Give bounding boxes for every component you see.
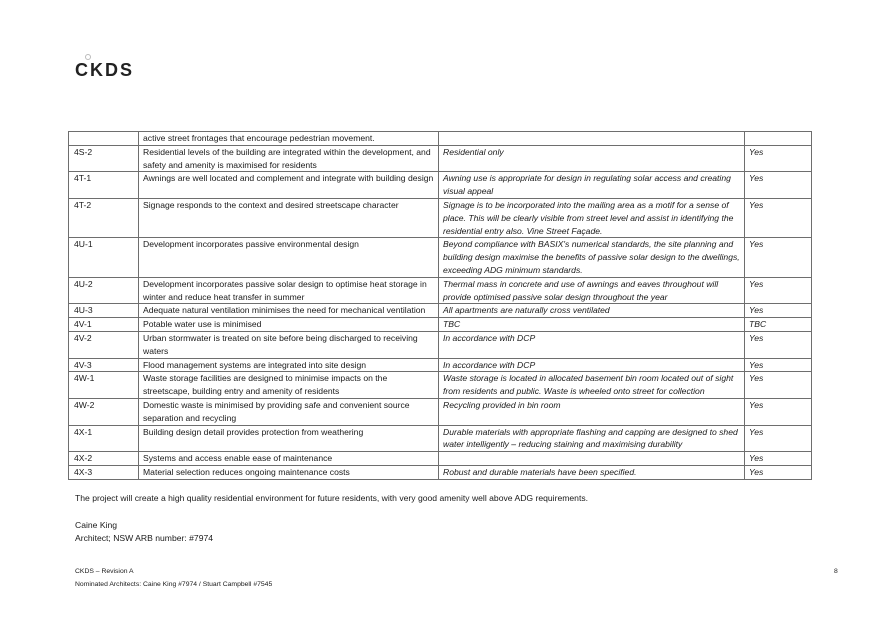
table-row [69, 145, 812, 172]
row-ref: 4X-3 [69, 465, 139, 479]
row-ref: 4X-1 [69, 425, 139, 452]
row-status: Yes [745, 358, 812, 372]
row-status: Yes [745, 145, 812, 172]
row-comment: Residential only [439, 145, 745, 172]
row-status: Yes [745, 452, 812, 466]
row-comment [439, 132, 745, 146]
row-status: Yes [745, 304, 812, 318]
row-comment: Signage is to be incorporated into the mailing area as a motif for a sense of place. This will be clearly visible from street level and assist in identifying the residential entry also. Vine Street Façade. [439, 198, 745, 237]
row-status: Yes [745, 425, 812, 452]
summary-statement: The project will create a high quality residential environment for future residents, with very good amenity well above ADG requirements. [75, 493, 589, 503]
table-row [69, 304, 812, 318]
company-logo [75, 60, 134, 81]
row-criterion: Awnings are well located and complement and integrate with building design [139, 172, 439, 199]
table-row [69, 425, 812, 452]
row-criterion: Urban stormwater is treated on site before being discharged to receiving waters [139, 331, 439, 358]
table-row [69, 198, 812, 237]
table-row [69, 277, 812, 304]
row-criterion: Adequate natural ventilation minimises the need for mechanical ventilation [139, 304, 439, 318]
row-comment: Durable materials with appropriate flashing and capping are designed to shed water intelligently – reducing staining and maximising durability [439, 425, 745, 452]
row-ref: 4U-2 [69, 277, 139, 304]
row-ref: 4W-2 [69, 398, 139, 425]
row-comment: TBC [439, 318, 745, 332]
row-status: Yes [745, 172, 812, 199]
row-comment: Recycling provided in bin room [439, 398, 745, 425]
row-comment: All apartments are naturally cross ventilated [439, 304, 745, 318]
adg-compliance-table [68, 131, 812, 480]
row-comment: Awning use is appropriate for design in regulating solar access and creating visual appeal [439, 172, 745, 199]
row-criterion: Development incorporates passive environmental design [139, 238, 439, 277]
row-comment: Thermal mass in concrete and use of awnings and eaves throughout will provide optimised passive solar design throughout the year [439, 277, 745, 304]
row-ref: 4U-1 [69, 238, 139, 277]
row-comment: In accordance with DCP [439, 331, 745, 358]
row-ref [69, 132, 139, 146]
table-row [69, 331, 812, 358]
signatory-name: Caine King [75, 520, 118, 530]
row-ref: 4T-2 [69, 198, 139, 237]
footer-nominated-architects: Nominated Architects: Caine King #7974 / Stuart Campbell #7545 [75, 581, 273, 588]
row-criterion: Systems and access enable ease of maintenance [139, 452, 439, 466]
row-comment [439, 452, 745, 466]
row-status: Yes [745, 331, 812, 358]
row-ref: 4W-1 [69, 372, 139, 399]
row-comment: Beyond compliance with BASIX's numerical standards, the site planning and building design maximise the benefits of passive solar design to the dwellings, exceeding ADG minimum standards. [439, 238, 745, 277]
row-ref: 4U-3 [69, 304, 139, 318]
row-ref: 4X-2 [69, 452, 139, 466]
row-status: Yes [745, 372, 812, 399]
row-status: Yes [745, 238, 812, 277]
table-row [69, 398, 812, 425]
logo-mark-icon [85, 54, 91, 60]
row-status: Yes [745, 277, 812, 304]
row-status [745, 132, 812, 146]
table-row [69, 172, 812, 199]
row-status: Yes [745, 465, 812, 479]
row-criterion: active street frontages that encourage pedestrian movement. [139, 132, 439, 146]
table-row [69, 132, 812, 146]
row-criterion: Potable water use is minimised [139, 318, 439, 332]
row-comment: In accordance with DCP [439, 358, 745, 372]
row-criterion: Building design detail provides protection from weathering [139, 425, 439, 452]
table-row [69, 465, 812, 479]
row-criterion: Material selection reduces ongoing maintenance costs [139, 465, 439, 479]
row-ref: 4V-2 [69, 331, 139, 358]
footer-revision: CKDS – Revision A [75, 568, 134, 575]
table-row [69, 358, 812, 372]
signatory-role: Architect; NSW ARB number: #7974 [75, 533, 214, 543]
row-status: Yes [745, 198, 812, 237]
row-ref: 4V-1 [69, 318, 139, 332]
table-row [69, 318, 812, 332]
row-status: Yes [745, 398, 812, 425]
page-number: 8 [834, 568, 838, 575]
row-ref: 4V-3 [69, 358, 139, 372]
row-criterion: Waste storage facilities are designed to minimise impacts on the streetscape, building entry and amenity of residents [139, 372, 439, 399]
logo-text: CKDS [75, 60, 135, 80]
row-ref: 4T-1 [69, 172, 139, 199]
row-ref: 4S-2 [69, 145, 139, 172]
table-row [69, 238, 812, 277]
row-criterion: Signage responds to the context and desired streetscape character [139, 198, 439, 237]
row-criterion: Domestic waste is minimised by providing safe and convenient source separation and recycling [139, 398, 439, 425]
adg-table-body [69, 132, 812, 480]
row-comment: Robust and durable materials have been specified. [439, 465, 745, 479]
row-criterion: Residential levels of the building are integrated within the development, and safety and amenity is maximised for residents [139, 145, 439, 172]
table-row [69, 452, 812, 466]
row-comment: Waste storage is located in allocated basement bin room located out of sight from residents and public. Waste is wheeled onto street for collection [439, 372, 745, 399]
row-criterion: Flood management systems are integrated into site design [139, 358, 439, 372]
table-row [69, 372, 812, 399]
row-criterion: Development incorporates passive solar design to optimise heat storage in winter and reduce heat transfer in summer [139, 277, 439, 304]
row-status: TBC [745, 318, 812, 332]
